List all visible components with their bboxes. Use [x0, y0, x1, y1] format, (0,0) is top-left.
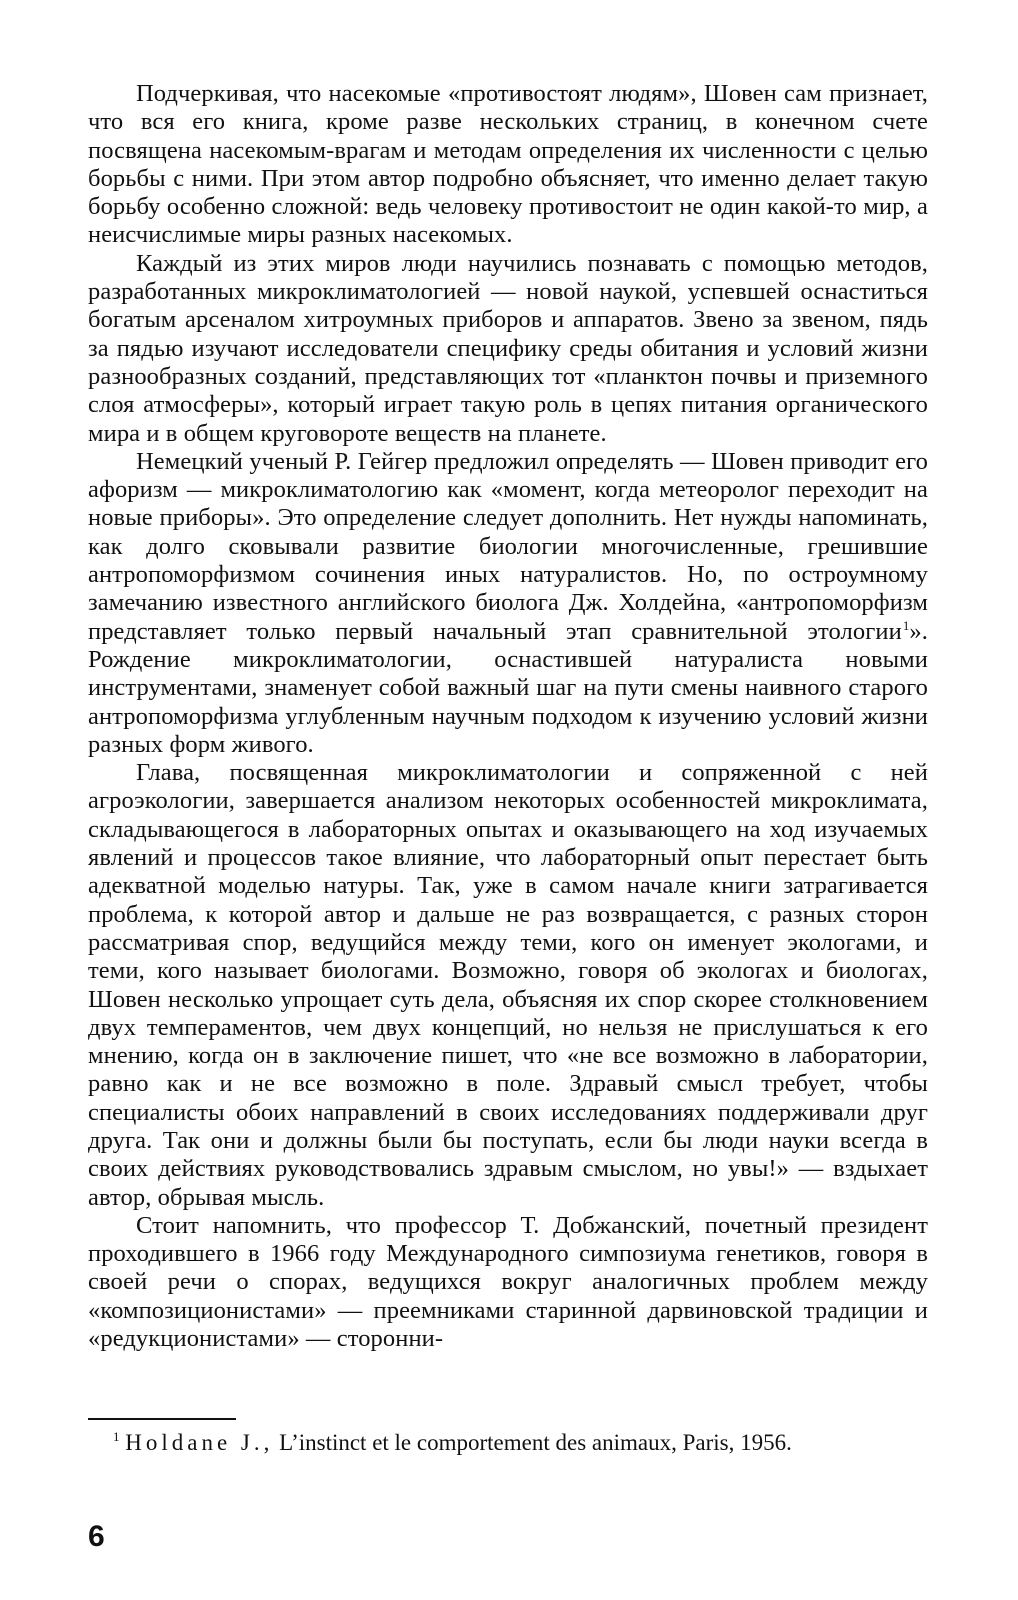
paragraph-4: Глава, посвященная микроклиматологии и сопряженной с ней агроэкологии, завершается анализом некоторых особенностей микроклимата, складывающегося в лабораторных опытах и оказывающего на ход изучаемых явлений и процессов такое влияние, что лабораторный опыт перестает быть адекватной моделью натуры. Так, уже в самом начале книги затрагивается проблема, к которой автор и дальше не раз возвращается, с разных сторон рассматривая спор, ведущийся между теми, кого он именует экологами, и теми, кого называет биологами. Возможно, говоря об экологах и биологах, Шовен несколько упрощает суть дела, объясняя их спор скорее столкновением двух темпераментов, чем двух концепций, но нельзя не прислушаться к его мнению, когда он в заключение пишет, что «не все возможно в лаборатории, равно как и не все возможно в поле. Здравый смысл требует, чтобы специалисты обоих направлений в своих исследованиях поддерживали друг друга. Так они и должны были бы поступать, если бы люди науки всегда в своих действиях руководствовались здравым смыслом, но увы!» — вздыхает автор, обрывая мысль. [88, 759, 928, 1211]
paragraph-2: Каждый из этих миров люди научились познавать с помощью методов, разработанных микроклиматологией — новой наукой, успевшей оснаститься богатым арсеналом хитроумных приборов и аппаратов. Звено за звеном, пядь за пядью изучают исследователи специфику среды обитания и условий жизни разнообразных созданий, представляющих тот «планктон почвы и приземного слоя атмосферы», который играет такую роль в цепях питания органического мира и в общем круговороте веществ на планете. [88, 249, 928, 447]
footnote-author: Holdane J., [125, 1430, 274, 1455]
paragraph-3-text-b: ». Рождение микроклиматологии, оснастившей натуралиста новыми инструментами, знаменует собой важный шаг на пути смены наивного старого антропоморфизма углубленным научным подходом к изучению условий жизни разных форм живого. [88, 617, 928, 758]
page-number: 6 [88, 1520, 105, 1553]
footnote-marker: 1 [113, 1429, 120, 1444]
footnote-divider [88, 1418, 236, 1420]
footnote-text: L’instinct et le comportement des animaux, Paris, 1956. [273, 1430, 792, 1455]
paragraph-3 [88, 448, 928, 759]
paragraph-5: Стоит напомнить, что профессор Т. Добжанский, почетный президент проходившего в 1966 году Международного симпозиума генетиков, говоря в своей речи о спорах, ведущихся вокруг аналогичных проблем между «композиционистами» — преемниками старинной дарвиновской традиции и «редукционистами» — сторонни- [88, 1211, 928, 1353]
footnote-reference: 1 [902, 617, 910, 633]
footnote [88, 1428, 928, 1458]
paragraph-3-text-a: Немецкий ученый Р. Гейгер предложил определять — Шовен приводит его афоризм — микроклиматологию как «момент, когда метеоролог переходит на новые приборы». Это определение следует дополнить. Нет нужды напоминать, как долго сковывали развитие биологии многочисленные, грешившие антропоморфизмом сочинения иных натуралистов. Но, по остроумному замечанию известного английского биолога Дж. Холдейна, «антропоморфизм представляет только первый начальный этап сравнительной этологии [88, 447, 928, 645]
paragraph-1: Подчеркивая, что насекомые «противостоят людям», Шовен сам признает, что вся его книга, кроме разве нескольких страниц, в конечном счете посвящена насекомым-врагам и методам определения их численности с целью борьбы с ними. При этом автор подробно объясняет, что именно делает такую борьбу особенно сложной: ведь человеку противостоит не один какой-то мир, а неисчислимые миры разных насекомых. [88, 80, 928, 249]
page-body [88, 80, 928, 1353]
